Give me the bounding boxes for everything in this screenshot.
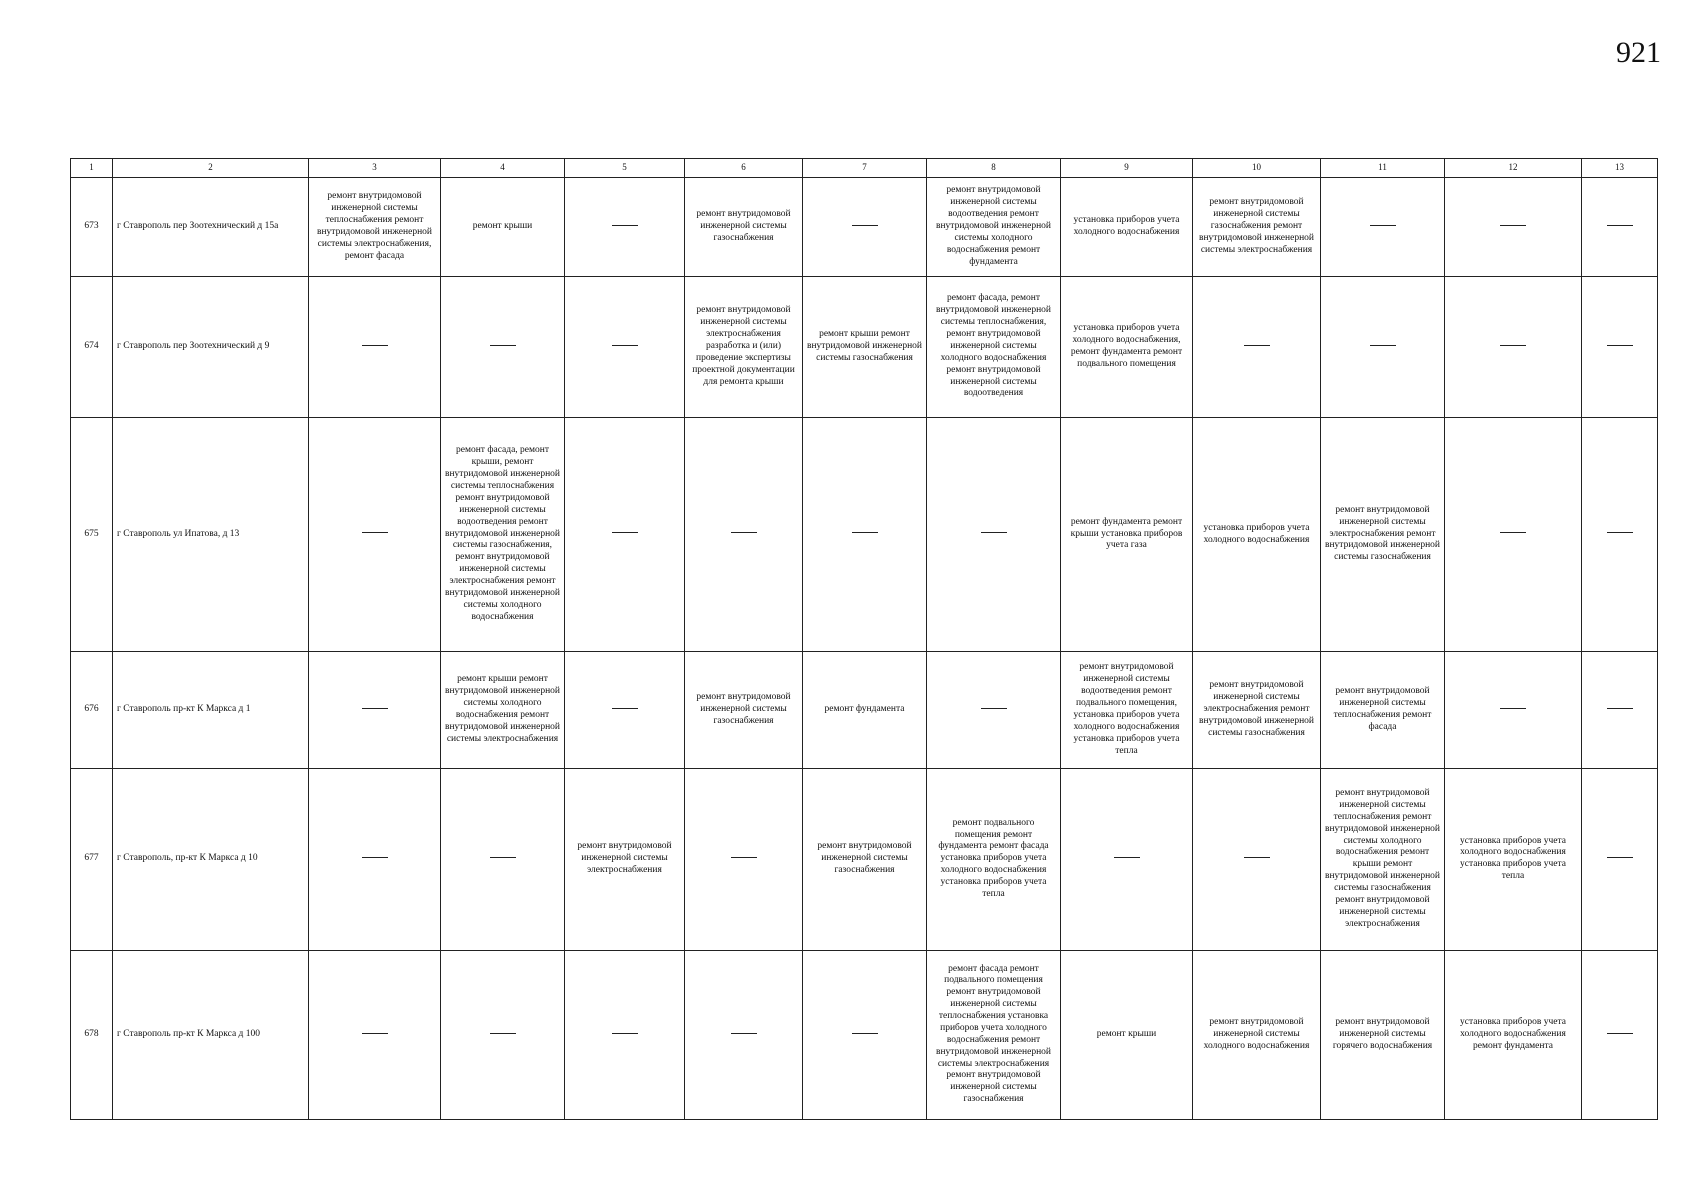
cell-col-4 [441, 276, 565, 417]
cell-col-7 [803, 178, 927, 277]
cell-col-12 [1445, 178, 1582, 277]
cell-col-9 [1061, 768, 1193, 950]
cell-col-4: ремонт фасада, ремонт крыши, ремонт внутридомовой инженерной системы теплоснабжения ремонт внутридомовой инженерной системы водоотведения ремонт внутридомовой инженерной системы газоснабжения, ремонт внутридомовой инженерной системы электроснабжения ремонт внутридомовой инженерной системы холодного водоснабжения [441, 418, 565, 652]
table-row [71, 418, 1658, 652]
empty-dash [1244, 857, 1270, 859]
cell-col-4 [441, 950, 565, 1119]
cell-col-13 [1582, 768, 1658, 950]
cell-col-8: ремонт фасада, ремонт внутридомовой инженерной системы теплоснабжения, ремонт внутридомовой инженерной системы холодного водоснабжения ремонт внутридомовой инженерной системы водоотведения [927, 276, 1061, 417]
empty-dash [1607, 225, 1633, 227]
empty-dash [612, 532, 638, 534]
empty-dash [362, 345, 388, 347]
column-number-header: 4 [441, 159, 565, 178]
cell-col-13 [1582, 276, 1658, 417]
cell-col-5: ремонт внутридомовой инженерной системы электроснабжения [565, 768, 685, 950]
cell-col-4 [441, 768, 565, 950]
empty-dash [1114, 857, 1140, 859]
column-number-header: 2 [113, 159, 309, 178]
row-number: 674 [71, 276, 113, 417]
cell-col-7: ремонт фундамента [803, 652, 927, 769]
cell-col-10: ремонт внутридомовой инженерной системы холодного водоснабжения [1193, 950, 1321, 1119]
empty-dash [362, 857, 388, 859]
empty-dash [362, 708, 388, 710]
empty-dash [1607, 857, 1633, 859]
empty-dash [1500, 532, 1526, 534]
cell-col-7 [803, 418, 927, 652]
empty-dash [490, 1033, 516, 1035]
cell-col-8 [927, 418, 1061, 652]
cell-col-3 [309, 418, 441, 652]
cell-col-12 [1445, 276, 1582, 417]
address-cell: г Ставрополь пер Зоотехнический д 9 [113, 276, 309, 417]
table-row [71, 652, 1658, 769]
column-number-header: 11 [1321, 159, 1445, 178]
empty-dash [852, 225, 878, 227]
cell-col-9: установка приборов учета холодного водоснабжения [1061, 178, 1193, 277]
cell-col-5 [565, 276, 685, 417]
empty-dash [731, 857, 757, 859]
cell-col-6: ремонт внутридомовой инженерной системы электроснабжения разработка и (или) проведение экспертизы проектной документации для ремонта крыши [685, 276, 803, 417]
cell-col-3 [309, 652, 441, 769]
empty-dash [612, 1033, 638, 1035]
row-number: 673 [71, 178, 113, 277]
column-number-header: 9 [1061, 159, 1193, 178]
cell-col-6 [685, 950, 803, 1119]
repair-schedule-table [70, 158, 1658, 1120]
cell-col-3 [309, 768, 441, 950]
cell-col-3: ремонт внутридомовой инженерной системы теплоснабжения ремонт внутридомовой инженерной системы электроснабжения, ремонт фасада [309, 178, 441, 277]
cell-col-8: ремонт подвального помещения ремонт фундамента ремонт фасада установка приборов учета холодного водоснабжения установка приборов учета тепла [927, 768, 1061, 950]
empty-dash [981, 708, 1007, 710]
empty-dash [612, 345, 638, 347]
empty-dash [852, 532, 878, 534]
cell-col-11: ремонт внутридомовой инженерной системы горячего водоснабжения [1321, 950, 1445, 1119]
row-number: 675 [71, 418, 113, 652]
cell-col-3 [309, 950, 441, 1119]
empty-dash [852, 1033, 878, 1035]
empty-dash [1607, 708, 1633, 710]
cell-col-3 [309, 276, 441, 417]
empty-dash [1500, 225, 1526, 227]
cell-col-11: ремонт внутридомовой инженерной системы теплоснабжения ремонт внутридомовой инженерной системы холодного водоснабжения ремонт крыши ремонт внутридомовой инженерной системы газоснабжения ремонт внутридомовой инженерной системы электроснабжения [1321, 768, 1445, 950]
cell-col-13 [1582, 950, 1658, 1119]
cell-col-6 [685, 418, 803, 652]
empty-dash [1500, 345, 1526, 347]
empty-dash [731, 1033, 757, 1035]
empty-dash [612, 708, 638, 710]
cell-col-11 [1321, 276, 1445, 417]
column-number-header: 8 [927, 159, 1061, 178]
table-body [71, 178, 1658, 1120]
address-cell: г Ставрополь пр-кт К Маркса д 100 [113, 950, 309, 1119]
column-number-header: 7 [803, 159, 927, 178]
address-cell: г Ставрополь пер Зоотехнический д 15а [113, 178, 309, 277]
empty-dash [362, 1033, 388, 1035]
row-number: 677 [71, 768, 113, 950]
page-number: 921 [1616, 36, 1661, 69]
cell-col-5 [565, 418, 685, 652]
empty-dash [1370, 225, 1396, 227]
empty-dash [731, 532, 757, 534]
cell-col-11: ремонт внутридомовой инженерной системы теплоснабжения ремонт фасада [1321, 652, 1445, 769]
cell-col-8: ремонт фасада ремонт подвального помещения ремонт внутридомовой инженерной системы теплоснабжения установка приборов учета холодного водоснабжения ремонт внутридомовой инженерной системы электроснабжения ремонт внутридомовой инженерной системы газоснабжения [927, 950, 1061, 1119]
cell-col-10: ремонт внутридомовой инженерной системы электроснабжения ремонт внутридомовой инженерной системы газоснабжения [1193, 652, 1321, 769]
cell-col-12 [1445, 652, 1582, 769]
column-number-header: 3 [309, 159, 441, 178]
cell-col-7: ремонт крыши ремонт внутридомовой инженерной системы газоснабжения [803, 276, 927, 417]
cell-col-9: ремонт внутридомовой инженерной системы водоотведения ремонт подвального помещения, установка приборов учета холодного водоснабжения установка приборов учета тепла [1061, 652, 1193, 769]
empty-dash [1244, 345, 1270, 347]
column-number-header: 6 [685, 159, 803, 178]
cell-col-10 [1193, 768, 1321, 950]
cell-col-13 [1582, 418, 1658, 652]
cell-col-12: установка приборов учета холодного водоснабжения ремонт фундамента [1445, 950, 1582, 1119]
empty-dash [1607, 1033, 1633, 1035]
table-row [71, 768, 1658, 950]
cell-col-4: ремонт крыши [441, 178, 565, 277]
column-number-header: 13 [1582, 159, 1658, 178]
address-cell: г Ставрополь, пр-кт К Маркса д 10 [113, 768, 309, 950]
cell-col-11 [1321, 178, 1445, 277]
cell-col-12: установка приборов учета холодного водоснабжения установка приборов учета тепла [1445, 768, 1582, 950]
cell-col-10: установка приборов учета холодного водоснабжения [1193, 418, 1321, 652]
column-number-header: 5 [565, 159, 685, 178]
cell-col-6 [685, 768, 803, 950]
column-number-row [71, 159, 1658, 178]
cell-col-11: ремонт внутридомовой инженерной системы электроснабжения ремонт внутридомовой инженерной системы газоснабжения [1321, 418, 1445, 652]
column-number-header: 10 [1193, 159, 1321, 178]
cell-col-13 [1582, 178, 1658, 277]
cell-col-13 [1582, 652, 1658, 769]
empty-dash [490, 345, 516, 347]
cell-col-5 [565, 652, 685, 769]
cell-col-7 [803, 950, 927, 1119]
cell-col-6: ремонт внутридомовой инженерной системы газоснабжения [685, 652, 803, 769]
cell-col-4: ремонт крыши ремонт внутридомовой инженерной системы холодного водоснабжения ремонт внутридомовой инженерной системы электроснабжения [441, 652, 565, 769]
address-cell: г Ставрополь ул Ипатова, д 13 [113, 418, 309, 652]
cell-col-6: ремонт внутридомовой инженерной системы газоснабжения [685, 178, 803, 277]
empty-dash [490, 857, 516, 859]
cell-col-5 [565, 950, 685, 1119]
cell-col-7: ремонт внутридомовой инженерной системы газоснабжения [803, 768, 927, 950]
empty-dash [1500, 708, 1526, 710]
table-row [71, 276, 1658, 417]
cell-col-8: ремонт внутридомовой инженерной системы водоотведения ремонт внутридомовой инженерной системы холодного водоснабжения ремонт фундамента [927, 178, 1061, 277]
cell-col-8 [927, 652, 1061, 769]
empty-dash [981, 532, 1007, 534]
cell-col-5 [565, 178, 685, 277]
empty-dash [1607, 532, 1633, 534]
row-number: 678 [71, 950, 113, 1119]
empty-dash [1370, 345, 1396, 347]
empty-dash [362, 532, 388, 534]
column-number-header: 12 [1445, 159, 1582, 178]
table-row [71, 950, 1658, 1119]
cell-col-10 [1193, 276, 1321, 417]
address-cell: г Ставрополь пр-кт К Маркса д 1 [113, 652, 309, 769]
cell-col-9: ремонт фундамента ремонт крыши установка приборов учета газа [1061, 418, 1193, 652]
row-number: 676 [71, 652, 113, 769]
empty-dash [1607, 345, 1633, 347]
column-number-header: 1 [71, 159, 113, 178]
cell-col-12 [1445, 418, 1582, 652]
cell-col-10: ремонт внутридомовой инженерной системы газоснабжения ремонт внутридомовой инженерной системы электроснабжения [1193, 178, 1321, 277]
table-row [71, 178, 1658, 277]
cell-col-9: установка приборов учета холодного водоснабжения, ремонт фундамента ремонт подвального помещения [1061, 276, 1193, 417]
cell-col-9: ремонт крыши [1061, 950, 1193, 1119]
empty-dash [612, 225, 638, 227]
